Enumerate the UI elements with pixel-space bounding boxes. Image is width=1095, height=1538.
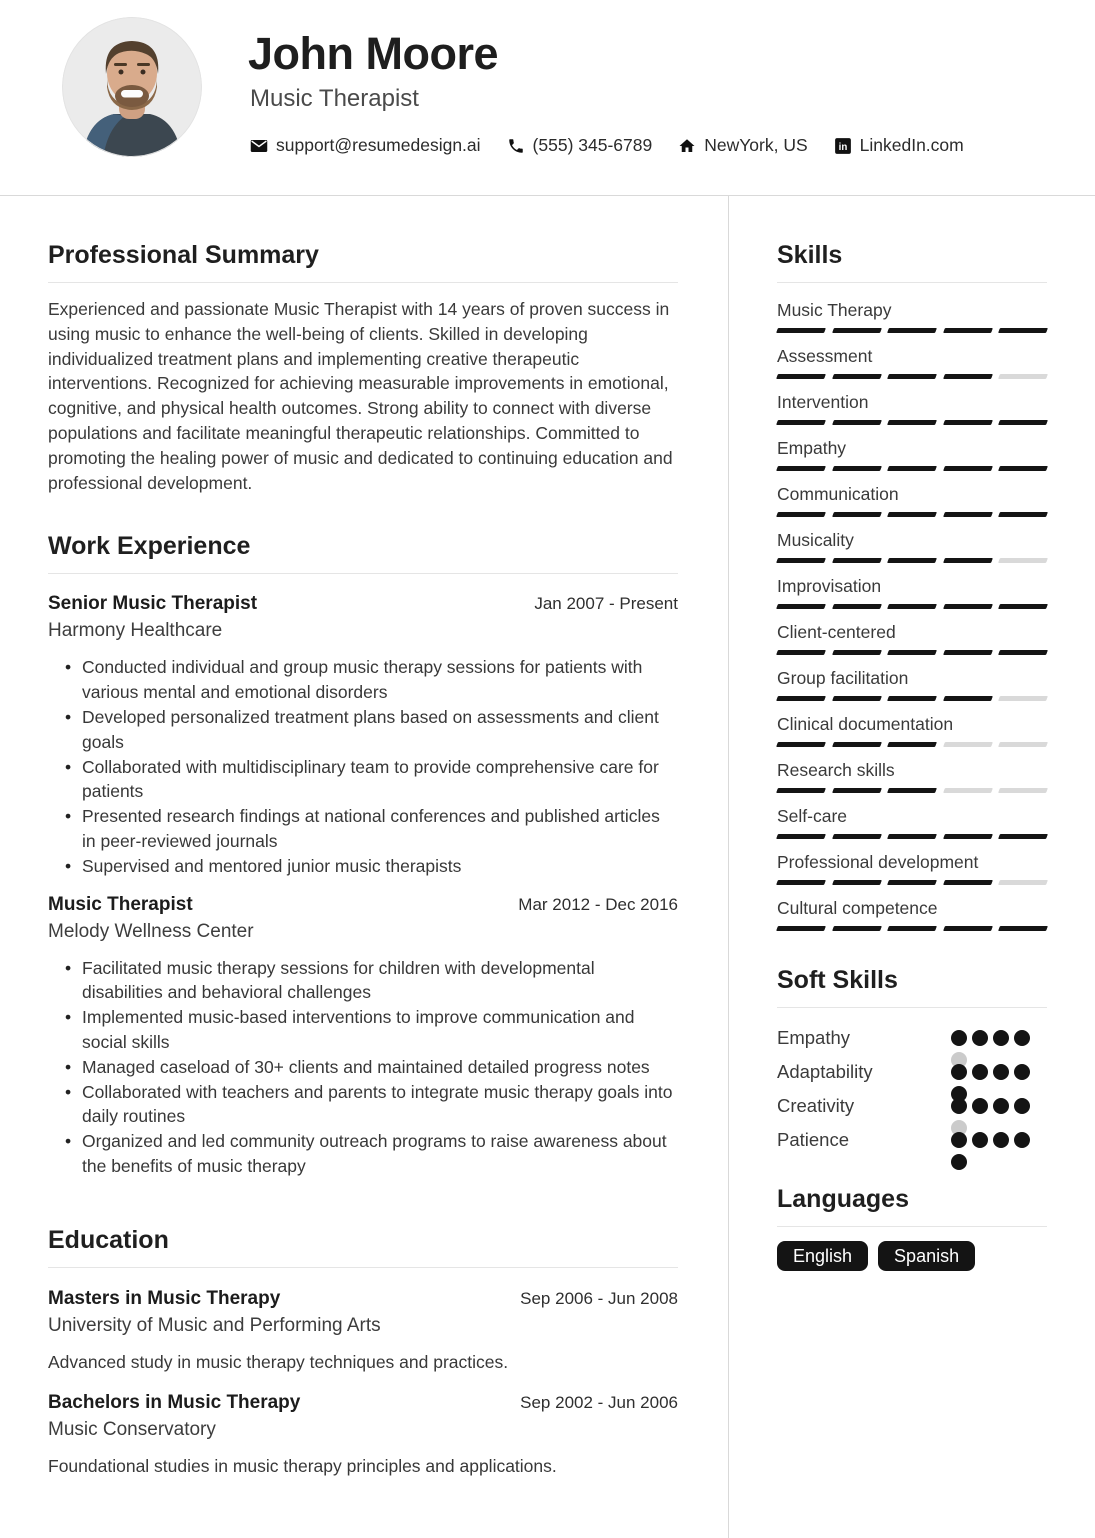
section-heading-skills: Skills	[777, 241, 843, 269]
heading-divider	[777, 1226, 1047, 1227]
contact-item-linkedin[interactable]	[834, 135, 964, 156]
contact-item-envelope[interactable]	[250, 135, 481, 156]
skill-item	[777, 576, 1047, 609]
skill-bar-segment	[832, 650, 882, 655]
skill-item	[777, 806, 1047, 839]
skill-bar-segment	[776, 650, 826, 655]
skill-bar-segment	[887, 604, 937, 609]
soft-skill-dot	[1014, 1132, 1030, 1148]
skill-bar-segment	[832, 512, 882, 517]
skill-bar-segment	[943, 742, 993, 747]
soft-skill-dot	[972, 1030, 988, 1046]
skill-name: Cultural competence	[777, 898, 938, 918]
skill-item	[777, 760, 1047, 793]
summary-text: Experienced and passionate Music Therapist with 14 years of proven success in using music to enhance the well-being of clients. Skilled in developing individualized treatment plans and implementing creative therapeutic interventions. Recognized for achieving measurable improvements in emotional, cognitive, and physical health outcomes. Strong ability to connect with diverse populations and facilitate meaningful therapeutic relationships. Committed to promoting the healing power of music and dedicated to continuing education and professional development.	[48, 299, 673, 493]
job-bullet-list	[48, 956, 678, 1179]
skill-bar-segment	[943, 834, 993, 839]
skill-bar-segment	[887, 788, 937, 793]
skill-name: Self-care	[777, 806, 848, 826]
skill-level-bar	[777, 512, 1047, 517]
soft-skill-item	[777, 1095, 1047, 1120]
job-header	[48, 592, 678, 616]
education-description: Advanced study in music therapy techniques and practices.	[48, 1351, 509, 1372]
language-badge: Spanish	[878, 1241, 975, 1271]
job-header	[48, 893, 678, 917]
skill-item	[777, 392, 1047, 425]
soft-skill-name: Patience	[777, 1129, 849, 1150]
job-bullet: • Presented research findings at national conferences and published articles in peer-reviewed journals	[82, 804, 678, 854]
skill-bar-segment	[832, 880, 882, 885]
skill-name: Professional development	[777, 852, 979, 872]
skill-bar-segment	[832, 834, 882, 839]
skill-bar-segment	[998, 374, 1048, 379]
skill-level-bar	[777, 880, 1047, 885]
skill-item	[777, 898, 1047, 931]
skill-bar-segment	[832, 742, 882, 747]
skill-item	[777, 484, 1047, 517]
skill-bar-segment	[832, 558, 882, 563]
soft-skill-dot	[1014, 1030, 1030, 1046]
phone-icon	[507, 137, 525, 155]
job-entry	[48, 893, 678, 1179]
contact-text-linkedin: LinkedIn.com	[859, 135, 964, 155]
skill-bar-segment	[832, 696, 882, 701]
svg-text:in: in	[838, 141, 847, 153]
skill-level-bar	[777, 374, 1047, 379]
skill-bar-segment	[998, 512, 1048, 517]
job-company: Harmony Healthcare	[48, 620, 223, 642]
education-entry	[48, 1287, 678, 1374]
job-list	[48, 592, 678, 1178]
job-bullet: • Implemented music-based interventions to improve communication and social skills	[82, 1005, 678, 1055]
degree-title: Masters in Music Therapy	[48, 1287, 281, 1309]
skill-bar-segment	[998, 880, 1048, 885]
language-badge: English	[777, 1241, 868, 1271]
section-professional-summary	[48, 240, 678, 495]
education-header	[48, 1287, 678, 1311]
heading-divider	[777, 1007, 1047, 1008]
skill-bar-segment	[776, 696, 826, 701]
home-icon	[678, 137, 696, 155]
degree-title: Bachelors in Music Therapy	[48, 1391, 301, 1413]
section-soft-skills	[777, 965, 1047, 1154]
skill-level-bar	[777, 788, 1047, 793]
skill-bar-segment	[887, 374, 937, 379]
skill-bar-segment	[943, 558, 993, 563]
contact-text-phone: (555) 345-6789	[532, 135, 653, 155]
skill-bar-segment	[887, 834, 937, 839]
resume-body	[0, 196, 1095, 1538]
resume-header	[0, 0, 1095, 196]
job-bullet: • Facilitated music therapy sessions for children with developmental disabilities and behavioral challenges	[82, 956, 678, 1006]
skill-level-bar	[777, 926, 1047, 931]
skill-bar-segment	[943, 512, 993, 517]
soft-skill-dot	[993, 1030, 1009, 1046]
soft-skill-dot	[951, 1132, 967, 1148]
job-bullet: • Organized and led community outreach programs to raise awareness about the benefits of music therapy	[82, 1129, 678, 1179]
skill-bar-segment	[943, 788, 993, 793]
soft-skill-dot	[951, 1154, 967, 1170]
section-languages	[777, 1184, 1047, 1271]
soft-skill-name: Creativity	[777, 1095, 855, 1116]
skill-name: Communication	[777, 484, 899, 504]
skill-item	[777, 300, 1047, 333]
soft-skill-dots	[951, 1027, 1030, 1052]
job-dates: Jan 2007 - Present	[534, 594, 678, 614]
skill-bar-segment	[887, 650, 937, 655]
contact-item-home	[678, 135, 807, 156]
skill-bar-segment	[776, 466, 826, 471]
skill-item	[777, 714, 1047, 747]
soft-skills-list	[777, 1027, 1047, 1154]
skill-bar-segment	[943, 880, 993, 885]
skill-name: Client-centered	[777, 622, 896, 642]
soft-skill-item	[777, 1061, 1047, 1086]
skill-bar-segment	[887, 512, 937, 517]
skill-level-bar	[777, 650, 1047, 655]
heading-divider	[48, 573, 678, 574]
skill-bar-segment	[998, 420, 1048, 425]
skill-level-bar	[777, 834, 1047, 839]
job-bullet: • Collaborated with multidisciplinary team to provide comprehensive care for patients	[82, 755, 678, 805]
skill-bar-segment	[832, 420, 882, 425]
skill-name: Intervention	[777, 392, 869, 412]
linkedin-icon	[834, 137, 852, 155]
skill-bar-segment	[998, 834, 1048, 839]
skill-bar-segment	[943, 466, 993, 471]
skill-name: Assessment	[777, 346, 873, 366]
skill-bar-segment	[998, 650, 1048, 655]
soft-skill-item	[777, 1027, 1047, 1052]
skill-bar-segment	[943, 650, 993, 655]
job-title: Music Therapist	[48, 893, 193, 915]
skill-item	[777, 622, 1047, 655]
skill-bar-segment	[832, 374, 882, 379]
skill-bar-segment	[776, 880, 826, 885]
skill-bar-segment	[887, 696, 937, 701]
job-bullet: • Supervised and mentored junior music therapists	[82, 854, 678, 879]
skill-bar-segment	[998, 466, 1048, 471]
skill-name: Improvisation	[777, 576, 882, 596]
skill-bar-segment	[776, 788, 826, 793]
person-job-title: Music Therapist	[250, 85, 419, 112]
skill-level-bar	[777, 466, 1047, 471]
skill-level-bar	[777, 420, 1047, 425]
skill-bar-segment	[832, 328, 882, 333]
person-name: John Moore	[248, 28, 498, 79]
skill-bar-segment	[832, 604, 882, 609]
skill-bar-segment	[776, 604, 826, 609]
section-heading-education: Education	[48, 1225, 169, 1254]
skill-bar-segment	[943, 374, 993, 379]
skill-bar-segment	[887, 742, 937, 747]
job-bullet: • Developed personalized treatment plans based on assessments and client goals	[82, 705, 678, 755]
skill-bar-segment	[998, 696, 1048, 701]
contact-text-envelope: support@resumedesign.ai	[276, 135, 481, 155]
skill-bar-segment	[832, 788, 882, 793]
skill-item	[777, 668, 1047, 701]
section-heading-soft-skills: Soft Skills	[777, 966, 898, 994]
skill-bar-segment	[776, 558, 826, 563]
skill-bar-segment	[776, 834, 826, 839]
education-dates: Sep 2002 - Jun 2006	[520, 1392, 678, 1412]
skill-level-bar	[777, 328, 1047, 333]
soft-skill-dot	[972, 1098, 988, 1114]
skill-bar-segment	[887, 880, 937, 885]
skill-bar-segment	[998, 558, 1048, 563]
job-dates: Mar 2012 - Dec 2016	[518, 894, 678, 914]
education-list	[48, 1287, 678, 1478]
skill-level-bar	[777, 604, 1047, 609]
soft-skill-dot	[972, 1132, 988, 1148]
soft-skill-dot	[951, 1098, 967, 1114]
soft-skill-dot	[951, 1030, 967, 1046]
skill-bar-segment	[998, 788, 1048, 793]
skill-bar-segment	[776, 926, 826, 931]
skill-name: Empathy	[777, 438, 847, 458]
section-education	[48, 1225, 678, 1478]
job-bullet: • Conducted individual and group music therapy sessions for patients with various mental and emotional disorders	[82, 655, 678, 705]
skill-bar-segment	[943, 420, 993, 425]
avatar	[62, 17, 202, 157]
section-heading-summary: Professional Summary	[48, 241, 319, 269]
skill-bar-segment	[998, 742, 1048, 747]
job-bullet: • Managed caseload of 30+ clients and maintained detailed progress notes	[82, 1055, 678, 1080]
school-name: Music Conservatory	[48, 1418, 216, 1440]
skill-bar-segment	[998, 926, 1048, 931]
contact-text-home: NewYork, US	[704, 135, 808, 155]
skill-bar-segment	[887, 926, 937, 931]
heading-divider	[48, 1267, 678, 1268]
education-header	[48, 1391, 678, 1415]
skill-bar-segment	[832, 926, 882, 931]
sidebar-column	[728, 196, 1095, 1538]
soft-skill-item	[777, 1129, 1047, 1154]
skill-item	[777, 530, 1047, 563]
skill-bar-segment	[887, 328, 937, 333]
skill-bar-segment	[998, 604, 1048, 609]
skill-bar-segment	[943, 328, 993, 333]
soft-skill-dots	[951, 1129, 1030, 1154]
soft-skill-name: Adaptability	[777, 1061, 873, 1082]
soft-skill-name: Empathy	[777, 1027, 851, 1048]
skills-list	[777, 300, 1047, 931]
skill-bar-segment	[887, 466, 937, 471]
soft-skill-dot	[1014, 1098, 1030, 1114]
skill-bar-segment	[776, 374, 826, 379]
language-list	[777, 1241, 1047, 1271]
soft-skill-dot	[993, 1064, 1009, 1080]
skill-bar-segment	[887, 558, 937, 563]
section-work-experience	[48, 531, 678, 1178]
skill-bar-segment	[832, 466, 882, 471]
soft-skill-dot	[1014, 1064, 1030, 1080]
heading-divider	[777, 282, 1047, 283]
envelope-icon	[250, 137, 268, 155]
heading-divider	[48, 282, 678, 283]
job-bullet-list	[48, 655, 678, 878]
skill-level-bar	[777, 558, 1047, 563]
job-company: Melody Wellness Center	[48, 920, 254, 942]
skill-bar-segment	[998, 328, 1048, 333]
education-dates: Sep 2006 - Jun 2008	[520, 1288, 678, 1308]
soft-skill-dot	[972, 1064, 988, 1080]
job-entry	[48, 592, 678, 878]
skill-name: Research skills	[777, 760, 895, 780]
skill-name: Musicality	[777, 530, 854, 550]
section-heading-work: Work Experience	[48, 532, 251, 561]
soft-skill-dots	[951, 1061, 1030, 1086]
skill-bar-segment	[943, 696, 993, 701]
skill-bar-segment	[776, 328, 826, 333]
skill-level-bar	[777, 742, 1047, 747]
skill-bar-segment	[776, 420, 826, 425]
skill-bar-segment	[943, 926, 993, 931]
section-heading-languages: Languages	[777, 1185, 909, 1213]
soft-skill-dot	[993, 1132, 1009, 1148]
education-entry	[48, 1391, 678, 1478]
education-description: Foundational studies in music therapy principles and applications.	[48, 1455, 557, 1476]
soft-skill-dots	[951, 1095, 1030, 1120]
soft-skill-dot	[993, 1098, 1009, 1114]
soft-skill-dot	[951, 1064, 967, 1080]
contact-item-phone[interactable]	[507, 135, 653, 156]
skill-item	[777, 438, 1047, 471]
skill-item	[777, 852, 1047, 885]
contact-row	[250, 135, 964, 156]
section-skills	[777, 240, 1047, 931]
skill-level-bar	[777, 696, 1047, 701]
job-title: Senior Music Therapist	[48, 593, 258, 615]
skill-bar-segment	[943, 604, 993, 609]
skill-name: Clinical documentation	[777, 714, 954, 734]
skill-name: Music Therapy	[777, 300, 892, 320]
school-name: University of Music and Performing Arts	[48, 1314, 381, 1336]
skill-name: Group facilitation	[777, 668, 909, 688]
job-bullet: • Collaborated with teachers and parents to integrate music therapy goals into daily routines	[82, 1080, 678, 1130]
avatar-photo	[62, 17, 202, 157]
skill-item	[777, 346, 1047, 379]
skill-bar-segment	[887, 420, 937, 425]
skill-bar-segment	[776, 512, 826, 517]
main-column	[0, 196, 728, 1538]
skill-bar-segment	[776, 742, 826, 747]
